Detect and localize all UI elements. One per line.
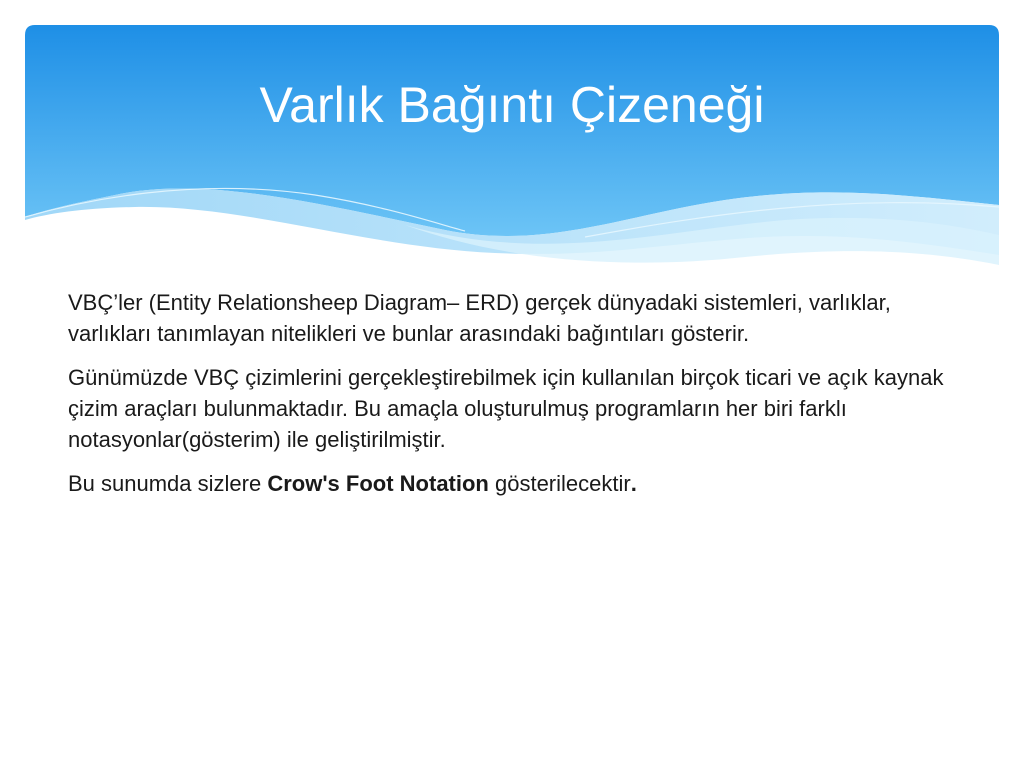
notation-name: Crow's Foot Notation xyxy=(267,471,489,496)
paragraph-erd-definition: VBÇ’ler (Entity Relationsheep Diagram– ERD) gerçek dünyadaki sistemleri, varlıklar, varlıkları tanımlayan nitelikleri ve bunlar arasındaki bağıntıları gösterir. xyxy=(68,290,891,346)
header-banner xyxy=(25,25,999,285)
notation-prefix: Bu sunumda sizlere xyxy=(68,471,268,496)
notation-period: . xyxy=(630,471,637,496)
paragraph-notation xyxy=(68,468,958,499)
slide-title: Varlık Bağıntı Çizeneği xyxy=(259,77,765,133)
notation-suffix: gösterilecektir xyxy=(488,471,631,496)
slide-body xyxy=(68,287,958,512)
paragraph-erd-tools: Günümüzde VBÇ çizimlerini gerçekleştirebilmek için kullanılan birçok ticari ve açık kaynak çizim araçları bulunmaktadır. Bu amaçla oluşturulmuş programların her biri farklı notasyonlar(gösterim) ile geliştirilmiştir. xyxy=(68,365,944,452)
header-wave-graphic xyxy=(25,25,999,285)
